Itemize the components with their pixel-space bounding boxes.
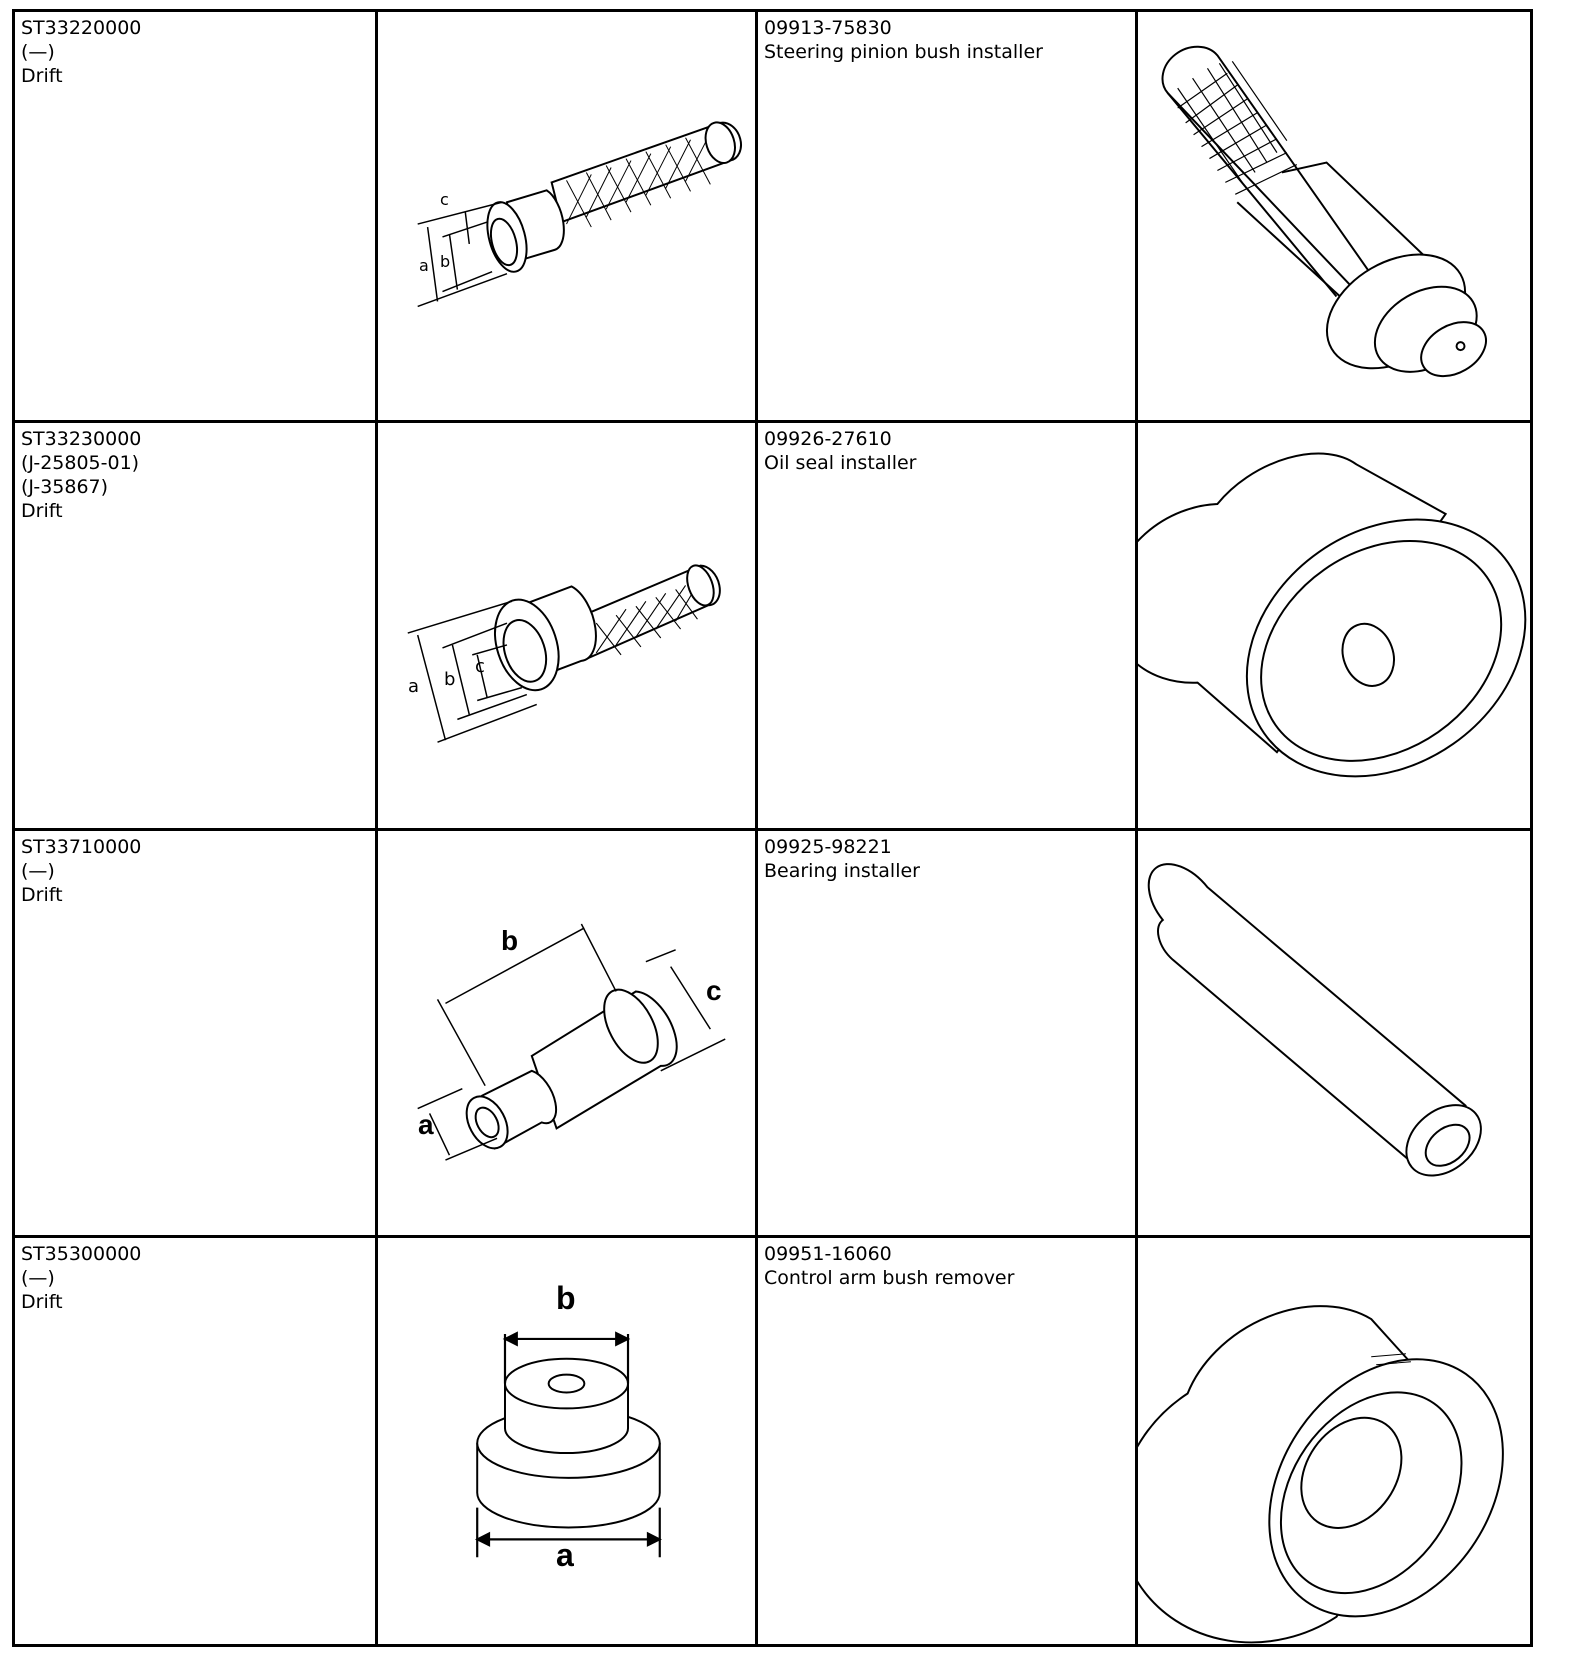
tool-number: ST33230000 <box>21 428 142 451</box>
dimension-label-c: c <box>440 190 449 209</box>
tool-number-cell <box>14 422 377 829</box>
tool-alt-number: (—) <box>21 41 55 63</box>
tool-alt-number: (—) <box>21 859 55 882</box>
special-tools-table <box>12 9 1533 1647</box>
tool-number-cell <box>14 11 377 422</box>
pinion-bush-installer-illustration-cell <box>1137 11 1532 422</box>
tool-name: Drift <box>21 65 63 87</box>
drift-illustration-cell <box>377 829 757 1236</box>
tool-number-cell <box>757 829 1137 1236</box>
drift-illustration-cell <box>377 11 757 422</box>
tool-number-cell <box>757 11 1137 422</box>
drift-tool-icon <box>378 423 755 827</box>
control-arm-bush-remover-icon <box>1138 1238 1530 1644</box>
tool-number-cell <box>14 1236 377 1645</box>
dimension-label-b: b <box>501 924 519 956</box>
tool-number-cell <box>14 829 377 1236</box>
tool-number: 09925-98221 <box>764 835 892 858</box>
dimension-label-b: b <box>440 252 451 271</box>
table-row <box>14 829 1532 1236</box>
tool-number: ST35300000 <box>21 1242 142 1265</box>
dimension-label-c: c <box>475 656 485 678</box>
dimension-label-b: b <box>556 1279 576 1316</box>
tool-alt-number: (J-35867) <box>21 476 109 499</box>
table-row <box>14 11 1532 422</box>
dimension-label-a: a <box>418 1108 434 1140</box>
tool-name: Drift <box>21 883 63 906</box>
tool-number-cell <box>757 1236 1137 1645</box>
tool-name: Oil seal installer <box>764 452 917 475</box>
tool-number-cell <box>757 422 1137 829</box>
tool-name: Steering pinion bush installer <box>764 41 1043 63</box>
tool-alt-number: (—) <box>21 1266 55 1289</box>
tool-name: Control arm bush remover <box>764 1266 1015 1289</box>
dimension-label-c: c <box>706 974 722 1006</box>
tool-alt-number: (J-25805-01) <box>21 452 140 475</box>
dimension-label-a: a <box>419 256 429 275</box>
dimension-label-a: a <box>408 676 420 698</box>
bearing-installer-illustration-cell <box>1137 829 1532 1236</box>
tool-number: 09951-16060 <box>764 1242 892 1265</box>
tool-name: Drift <box>21 500 63 523</box>
tool-number: ST33220000 <box>21 17 142 39</box>
dimension-label-b: b <box>444 669 456 691</box>
table-row <box>14 1236 1532 1645</box>
drift-tool-icon <box>378 12 755 420</box>
drift-illustration-cell <box>377 1236 757 1645</box>
tool-name: Drift <box>21 1290 63 1313</box>
tool-number: ST33710000 <box>21 835 142 858</box>
drift-illustration-cell <box>377 422 757 829</box>
tool-name: Bearing installer <box>764 859 920 882</box>
control-arm-bush-remover-illustration-cell <box>1137 1236 1532 1645</box>
steering-pinion-bush-installer-icon <box>1138 12 1530 420</box>
tool-number: 09913-75830 <box>764 17 892 39</box>
table-row <box>14 422 1532 829</box>
dimension-label-a: a <box>556 1536 574 1573</box>
oil-seal-installer-icon <box>1138 423 1530 827</box>
oil-seal-installer-illustration-cell <box>1137 422 1532 829</box>
tool-number: 09926-27610 <box>764 428 892 451</box>
bearing-installer-icon <box>1138 831 1530 1235</box>
drift-tool-icon <box>378 831 755 1235</box>
